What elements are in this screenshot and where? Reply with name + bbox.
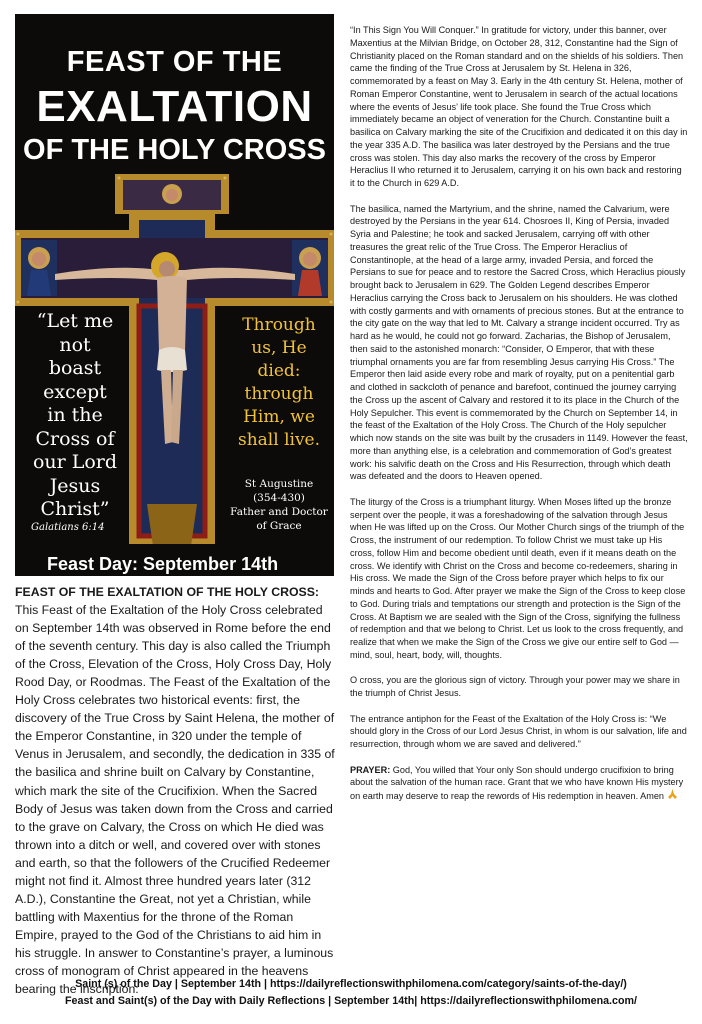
quote-left-line: “Let me [36, 310, 114, 332]
attribution-line: St Augustine [244, 478, 314, 490]
paragraph: The liturgy of the Cross is a triumphant liturgy. When Moses lifted up the bronze serpent over the people, it was a foreshadowing of the salvation through Jesus when He was lifted up on the Cross. Our Mother Church sings of the triumph of the Cross, the instrument of our redemption. To follow Christ we must take up His cross, follow Him and become obedient until death, even if it means death on the cross. We identify with Christ on the Cross and become co-redeemers, sharing in His cross. We made the Sign of the Cross before prayer which helps to fix our minds and hearts to God. After prayer we make the Sign of the Cross to keep close to God. During trials and temptations our strength and protection is the Sign of the Cross. At Baptism we are sealed with the Sign of the Cross, signifying the fullness of redemption and that we belong to Christ. Let us look to the cross frequently, and realize that when we make the Sign of the Cross we give our entire self to God — mind, soul, heart, body, will, thoughts. [350, 496, 686, 660]
prayer-label: PRAYER: [350, 764, 391, 775]
quote-left [23, 310, 127, 522]
footer-line-2: Feast and Saint(s) of the Day with Daily Reflections | September 14th| https://dailyreflectionswithphilomena.com/ [65, 995, 637, 1007]
quote-left-line: Jesus [49, 474, 101, 497]
quote-attribution [229, 477, 329, 533]
quote-right-line: shall live. [237, 430, 321, 450]
article-body: This Feast of the Exaltation of the Holy Cross celebrated on September 14th was observed in Rome before the end of the seventh century. This day is also called the Triumph of the Cross, Elevation of the Cross, Holy Cross Day, Holy Rood Day, or Roodmas. The Feast of the Exaltation of the Holy Cross celebrates two historical events: first, the discovery of the True Cross by Saint Helena, the mother of the Emperor Constantine, in 320 under the temple of Venus in Jerusalem, and secondly, the dedication in 335 of the basilica and shrine built on Calvary by Constantine, which mark the site of the Crucifixion. When the Sacred Body of Jesus was taken down from the Cross and carried to the grave on Calvary, the Cross on which He died was thrown into a ditch or well, and covered over with stones and earth, so that the followers of the Crucified Redeemer might not find it. Almost three hundred years later (312 A.D.), Constantine the Great, not yet a Christian, while battling with Maxentius for the throne of the Roman Empire, prayed to the God of the Christians to aid him in his struggle. In answer to Constantine’s prayer, a luminous cross of monogram of Christ appeared in the heavens bearing the inscription: [15, 603, 335, 997]
quote-left-line: except [43, 380, 107, 403]
quote-left-line: in the [47, 404, 103, 426]
footer [0, 976, 702, 1010]
quote-right [229, 314, 329, 452]
quote-citation: Galatians 6:14 [31, 522, 105, 533]
footer-line-1: Saint (s) of the Day | September 14th | https://dailyreflectionswithphilomena.com/category/saints-of-the-day/) [75, 978, 627, 990]
praying-hands-icon [667, 789, 678, 804]
prayer-body: God, You willed that Your only Son should undergo crucifixion to bring about the salvation of the human race. Grant that we who have known His mystery on earth may deserve to reap the rewords of His redemption in heaven. Amen [350, 764, 684, 801]
feast-day-label: Feast Day: September 14th [47, 554, 279, 574]
attribution-line: Father and Doctor [230, 506, 328, 518]
poster-title-line2: EXALTATION [36, 82, 313, 131]
attribution-line: (354-430) [253, 492, 305, 504]
poster-title-line1: FEAST OF THE [66, 46, 283, 78]
quote-right-line: Through [242, 315, 316, 335]
quote-left-line: our Lord [32, 451, 118, 473]
quote-left-line: Cross of [35, 427, 115, 450]
paragraph: O cross, you are the glorious sign of victory. Through your power may we share in the triumph of Christ Jesus. [350, 675, 680, 698]
quote-left-line: boast [48, 357, 102, 379]
paragraph: “In This Sign You Will Conquer.” In gratitude for victory, under this banner, over Maxentius at the Milvian Bridge, on October 28, 312, Constantine had the Sign of Christianity placed on the Roman standard and on the shields of his soldiers. Then came the finding of the True Cross at Jerusalem by St. Helena in 326, commemorated by a feast on May 3. Early in the 4th century St. Helena, mother of Roman Emperor Constantine, went to Jerusalem in search of the actual locations where the events of Jesus’ life took place. She found the True Cross which immediately became an object of veneration for the Church. Constantine built a basilica on Calvary marking the site of the Crucifixion and dedicated it on this day in the year 335 A.D. The basilica was later destroyed by the Persians and the true cross was stolen. This day also marks the recovery of the cross by Emperor Heraclius II who returned it to Jerusalem, carrying it on his own back and restoring it to the Church in 629 A.D. [350, 25, 688, 188]
article-lead: FEAST OF THE EXALTATION OF THE HOLY CROSS: [15, 585, 320, 599]
quote-right-line: us, He [251, 338, 307, 358]
prayer-paragraph [350, 764, 688, 804]
quote-right-line: died: [257, 361, 301, 381]
poster-title-line3: OF THE HOLY CROSS [23, 134, 326, 166]
quote-left-line: not [59, 333, 91, 356]
quote-right-line: Him, we [243, 407, 315, 427]
feast-poster [15, 14, 334, 576]
article-right [350, 24, 688, 817]
attribution-line: of Grace [256, 520, 302, 532]
article-left [15, 583, 337, 998]
paragraph: The basilica, named the Martyrium, and the shrine, named the Calvarium, were destroyed by the Persians in the year 614. Chosroes II, King of Persia, invaded Syria and Palestine; he took and sacked Jerusalem, carrying off with other treasures the great relic of the True Cross. The Emperor Heraclius of Constantinople, at the head of a large army, invaded Persia, and forced the Persians to sue for peace and to restore the Sacred Cross, which Heraclius piously brought back to Jerusalem in 629. The Golden Legend describes Emperor Heraclius carrying the Cross back to Jerusalem on his shoulders. He was clothed with costly garments and with ornaments of precious stones. But at the entrance to the city gate on the way that led to Mt. Calvary a strange incident occurred. Try as hard as he would, he could not go forward. Zacharias, the Bishop of Jerusalem, then said to the astonished monarch: “Consider, O Emperor, that with these triumphal ornaments you are far from resembling Jesus carrying His Cross.” The Emperor then laid aside every robe and mark of royalty, put on a penitential garb and clothed in sackcloth of penance and barefoot, continued the journey carrying the Cross up the ascent of Calvary and restored it to its place in the Church of the Holy Sepulcher. This event is commemorated by the Church on September 14, in the feast of the Exaltation of the Holy Cross. The Church of the Holy sepulcher which now stands on the site was built by the crusaders in 1149. However the feast, more than anything else, is a celebration and commemoration of God’s greatest work: his salvific death on the Cross and His Resurrection, through which death was defeated and the doors to Heaven opened. [350, 203, 688, 482]
quote-right-line: through [244, 384, 314, 404]
paragraph: The entrance antiphon for the Feast of the Exaltation of the Holy Cross is: “We should glory in the Cross of our Lord Jesus Christ, in whom is our salvation, life and resurrection, through whom we are saved and delivered.” [350, 713, 687, 749]
quote-left-line: Christ” [40, 498, 110, 520]
